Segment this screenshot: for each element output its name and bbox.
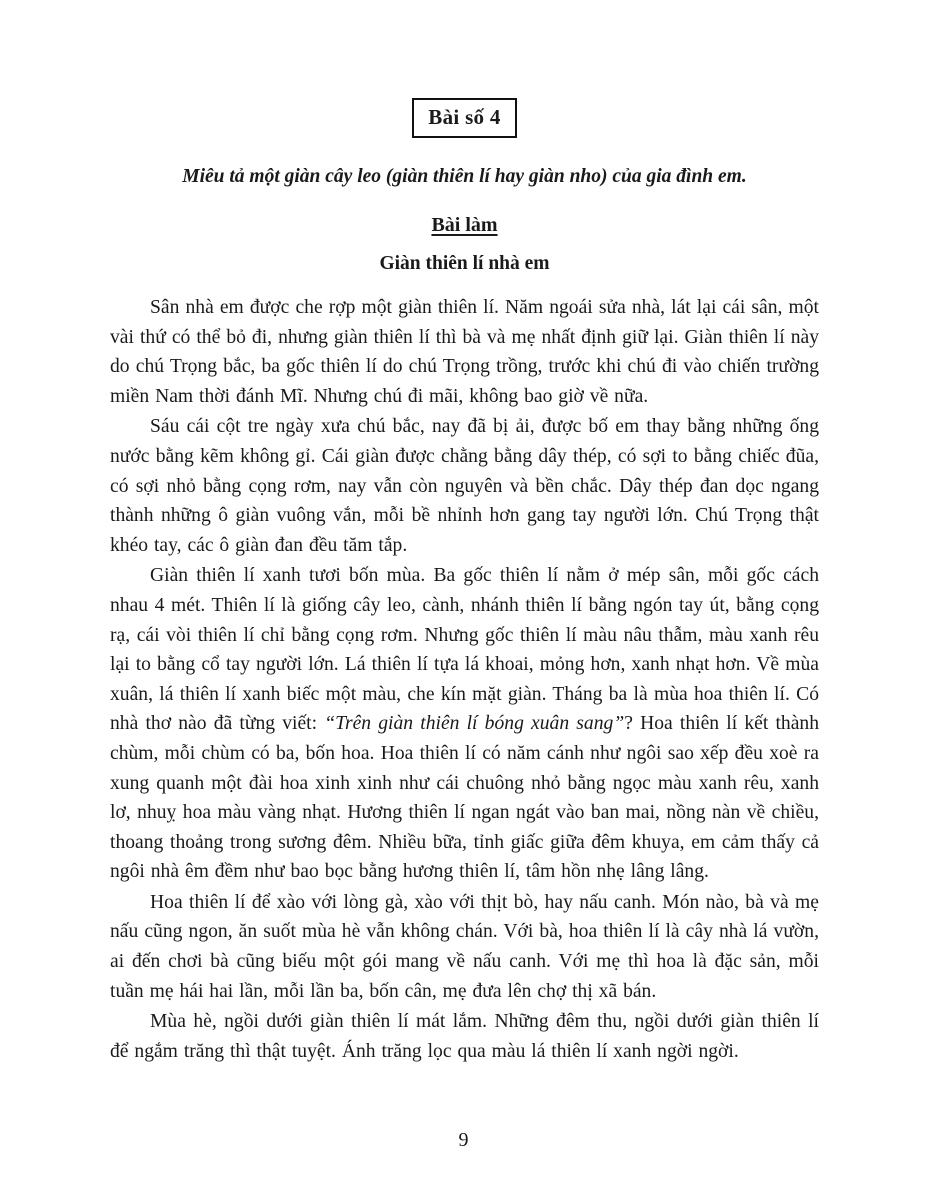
lesson-box-container — [110, 98, 819, 138]
section-heading-text: Bài làm — [431, 214, 498, 236]
essay-title: Giàn thiên lí nhà em — [379, 253, 550, 274]
assignment-title: Miêu tả một giàn cây leo (giàn thiên lí hay giàn nho) của gia đình em. — [182, 166, 747, 187]
paragraph-3 — [110, 561, 819, 887]
paragraph-4: Hoa thiên lí để xào với lòng gà, xào với thịt bò, hay nấu canh. Món nào, bà và mẹ nấu cũng ngon, ăn suốt mùa hè vẫn không chán. Với bà, hoa thiên lí là cây nhà lá vườn, ai đến chơi bà cũng biếu một gói mang về nấu canh. Với mẹ thì hoa là đặc sản, mỗi tuần mẹ hái hai lần, mỗi lần ba, bốn cân, mẹ đưa lên chợ thị xã bán. — [110, 891, 819, 1002]
paragraph-1: Sân nhà em được che rợp một giàn thiên lí. Năm ngoái sửa nhà, lát lại cái sân, một vài thứ có thể bỏ đi, nhưng giàn thiên lí thì bà và mẹ nhất định giữ lại. Giàn thiên lí này do chú Trọng bắc, ba gốc thiên lí do chú Trọng trồng, trước khi chú đi vào chiến trường miền Nam thời đánh Mĩ. Nhưng chú đi mãi, không bao giờ về nữa. — [110, 297, 819, 407]
lesson-number-box: Bài số 4 — [412, 98, 516, 138]
page-number: 9 — [458, 1129, 469, 1151]
paragraph-5: Mùa hè, ngồi dưới giàn thiên lí mát lắm. Những đêm thu, ngồi dưới giàn thiên lí để ngắm trăng thì thật tuyệt. Ánh trăng lọc qua màu lá thiên lí xanh ngời ngời. — [110, 1011, 819, 1062]
essay-body — [110, 293, 819, 1066]
paragraph-3-pre: Giàn thiên lí xanh tươi bốn mùa. Ba gốc thiên lí nằm ở mép sân, mỗi gốc cách nhau 4 mét. Thiên lí là giống cây leo, cành, nhánh thiên lí bằng ngón tay út, bằng cọng rạ, cái vòi thiên lí chỉ bằng cọng rơm. Nhưng gốc thiên lí màu nâu thẫm, màu xanh rêu lại to bằng cổ tay người lớn. Lá thiên lí tựa lá khoai, mỏng hơn, xanh nhạt hơn. Về mùa xuân, lá thiên lí xanh biếc một màu, che kín mặt giàn. Tháng ba là mùa hoa thiên lí. Có nhà thơ nào đã từng viết: — [110, 565, 819, 735]
paragraph-3-quote: “Trên giàn thiên lí bóng xuân sang” — [324, 713, 625, 735]
paragraph-2: Sáu cái cột tre ngày xưa chú bắc, nay đã bị ải, được bố em thay bằng những ống nước bằng kẽm không gỉ. Cái giàn được chằng bằng dây thép, có sợi to bằng chiếc đũa, có sợi nhỏ bằng cọng rơm, nay vẫn còn nguyên và bền chắc. Dây thép đan dọc ngang thành những ô giàn vuông vắn, mỗi bề nhỉnh hơn gang tay người lớn. Chú Trọng thật khéo tay, các ô giàn đan đều tăm tắp. — [110, 416, 819, 556]
paragraph-3-post: ? Hoa thiên lí kết thành chùm, mỗi chùm có ba, bốn hoa. Hoa thiên lí có năm cánh như ngôi sao xếp đều xoè ra xung quanh một đài hoa xinh xinh như cái chuông nhỏ bằng ngọc màu xanh rêu, xanh lơ, nhuỵ hoa màu vàng nhạt. Hương thiên lí ngan ngát vào ban mai, nồng nàn về chiều, thoang thoảng trong sương đêm. Nhiều bữa, tỉnh giấc giữa đêm khuya, em cảm thấy cả ngôi nhà êm đềm như bao bọc bằng hương thiên lí, tâm hồn nhẹ lâng lâng. — [110, 713, 819, 883]
section-heading — [110, 214, 819, 237]
